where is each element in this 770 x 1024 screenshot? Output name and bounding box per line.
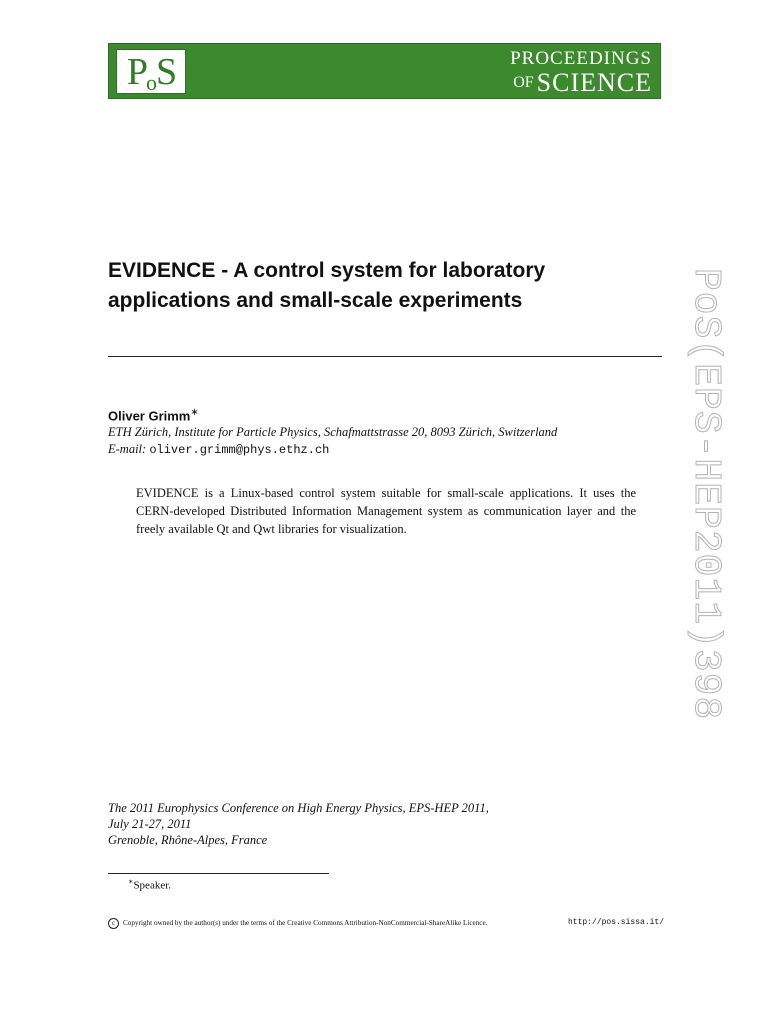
pos-logo-text: PoS	[126, 51, 176, 95]
conference-name: The 2011 Europhysics Conference on High Energy Physics, EPS-HEP 2011,	[108, 801, 489, 815]
proceedings-label: PROCEEDINGS	[510, 48, 652, 69]
of-label: OF	[513, 74, 534, 91]
author-footnote-mark: ∗	[190, 407, 199, 418]
author-affiliation: ETH Zürich, Institute for Particle Physics, Schafmattstrasse 20, 8093 Zürich, Switzerland	[108, 425, 558, 439]
pos-banner	[108, 43, 661, 99]
author-name: Oliver Grimm∗	[108, 407, 199, 424]
author-email-line	[108, 442, 329, 457]
abstract: EVIDENCE is a Linux-based control system suitable for small-scale applications. It uses the CERN-developed Distributed Information Management system as communication layer and the freely available Qt and Qwt libraries for visualization.	[136, 486, 636, 536]
footnote-mark: ∗	[128, 877, 134, 886]
conference-location: Grenoble, Rhône-Alpes, France	[108, 833, 268, 847]
science-label: SCIENCE	[536, 68, 652, 97]
conference-dates: July 21-27, 2011	[108, 817, 192, 831]
title-rule	[108, 356, 662, 357]
copyright-notice: c Copyright owned by the author(s) under the terms of the Creative Commons Attribution-NonCommercial-ShareAlike Licence.	[108, 918, 487, 929]
email-address[interactable]: oliver.grimm@phys.ethz.ch	[149, 443, 330, 457]
email-label: E-mail:	[108, 442, 147, 456]
footnote-rule	[108, 873, 329, 874]
paper-title: EVIDENCE - A control system for laboratory applications and small-scale experiments	[108, 259, 546, 312]
pos-url-link[interactable]: http://pos.sissa.it/	[568, 918, 665, 927]
proceedings-of-science-wordmark	[510, 48, 652, 100]
pos-logo	[116, 49, 186, 94]
conference-info	[108, 800, 668, 848]
pos-identifier-stamp: PoS(EPS-HEP2011)398	[684, 268, 727, 721]
footnote-speaker: ∗Speaker.	[128, 877, 172, 892]
copyright-icon: c	[108, 918, 119, 929]
